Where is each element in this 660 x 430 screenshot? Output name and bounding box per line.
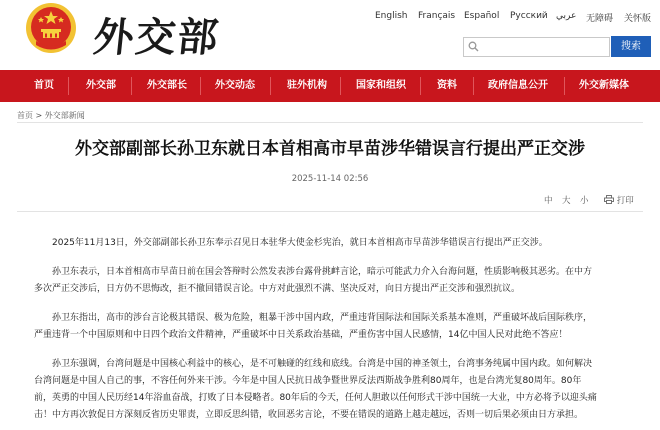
accessibility-link[interactable]: 无障碍	[586, 14, 614, 24]
lang-french-link[interactable]: Français	[418, 11, 456, 21]
nav-item-new-media[interactable]: 外交新媒体	[579, 80, 629, 91]
paragraph-line: 台湾问题是中国人自己的事，不容任何外来干涉。今年是中国人民抗日战争暨世界反法西斯战争胜利80周年，也是台湾光复80周年。80年	[34, 376, 582, 386]
lang-russian-link[interactable]: Русский	[510, 11, 548, 21]
site-header	[0, 0, 660, 70]
paragraph-line: 2025年11月13日，外交部副部长孙卫东奉示召见日本驻华大使金杉宪治，就日本首相高市早苗涉华错误言行提出严正交涉。	[52, 238, 548, 248]
paragraph-line: 多次严正交涉后，日方仍不思悔改，拒不撤回错误言论。中方对此强烈不满、坚决反对，向日方提出严正交涉和强烈抗议。	[34, 284, 521, 294]
lang-spanish-link[interactable]: Español	[464, 11, 500, 21]
nav-divider	[420, 77, 421, 95]
article-paragraph-3	[34, 310, 634, 344]
print-button[interactable]	[604, 194, 634, 206]
breadcrumb-divider	[17, 122, 643, 123]
font-size-small-button[interactable]: 小	[580, 196, 589, 206]
lang-english-link[interactable]: English	[375, 11, 408, 21]
search-button[interactable]: 搜索	[611, 36, 651, 57]
nav-item-minister[interactable]: 外交部长	[147, 80, 187, 91]
nav-item-diplomatic-news[interactable]: 外交动态	[215, 80, 255, 91]
paragraph-line: 孙卫东强调，台湾问题是中国核心利益中的核心，是不可触碰的红线和底线。台湾是中国的神圣领土，台湾事务纯属中国内政。如何解决	[52, 359, 593, 369]
search-icon	[468, 41, 479, 52]
nav-divider	[270, 77, 271, 95]
paragraph-line: 孙卫东表示，日本首相高市早苗日前在国会答辩时公然发表涉台露骨挑衅言论，暗示可能武力介入台海问题，性质影响极其恶劣。在中方	[52, 267, 593, 277]
main-nav	[0, 70, 660, 102]
nav-item-ministry[interactable]: 外交部	[86, 80, 116, 91]
search-input[interactable]	[463, 37, 610, 57]
nav-item-missions-abroad[interactable]: 驻外机构	[287, 80, 327, 91]
nav-divider	[473, 77, 474, 95]
font-size-large-button[interactable]: 大	[562, 196, 571, 206]
nav-item-countries-organizations[interactable]: 国家和组织	[356, 80, 406, 91]
print-label: 打印	[616, 196, 634, 206]
article-paragraph-1	[34, 235, 634, 252]
article-divider	[17, 211, 643, 212]
paragraph-line: 孙卫东指出，高市的涉台言论极其错误、极为危险，粗暴干涉中国内政，严重违背国际法和国际关系基本准则，严重破坏战后国际秩序，	[52, 313, 593, 323]
paragraph-line: 击！中方再次敦促日方深刻反省历史罪责，立即反思纠错，收回恶劣言论，不要在错误的道路上越走越远，否则一切后果必须由日方承担。	[34, 410, 584, 420]
article-paragraph-4	[34, 356, 634, 424]
paragraph-line: 前，英勇的中国人民历经14年浴血奋战，打败了日本侵略者。80年后的今天，任何人胆敢以任何形式干涉中国统一大业，中方必将予以迎头痛	[34, 393, 597, 403]
national-emblem-icon[interactable]	[24, 1, 78, 55]
elder-care-mode-link[interactable]: 关怀版	[624, 14, 652, 24]
font-size-medium-button[interactable]: 中	[544, 196, 553, 206]
lang-arabic-link[interactable]: عربي	[556, 11, 577, 21]
breadcrumb[interactable]: 首页 > 外交部新闻	[17, 111, 85, 120]
article-title: 外交部副部长孙卫东就日本首相高市早苗涉华错误言行提出严正交涉	[75, 139, 585, 159]
nav-item-resources[interactable]: 资料	[437, 80, 457, 91]
article-date: 2025-11-14 02:56	[291, 174, 369, 184]
nav-divider	[200, 77, 201, 95]
nav-divider	[68, 77, 69, 95]
print-icon	[604, 195, 614, 204]
paragraph-line: 严重违背一个中国原则和中日四个政治文件精神，严重破坏中日关系政治基础，严重伤害中国人民感情，14亿中国人民对此绝不答应！	[34, 330, 568, 340]
article-paragraph-2	[34, 264, 634, 298]
nav-divider	[564, 77, 565, 95]
nav-item-home[interactable]: 首页	[34, 80, 54, 91]
nav-item-government-info[interactable]: 政府信息公开	[488, 80, 548, 91]
ministry-logo-text[interactable]: 外交部	[91, 14, 223, 61]
nav-divider	[131, 77, 132, 95]
nav-divider	[340, 77, 341, 95]
